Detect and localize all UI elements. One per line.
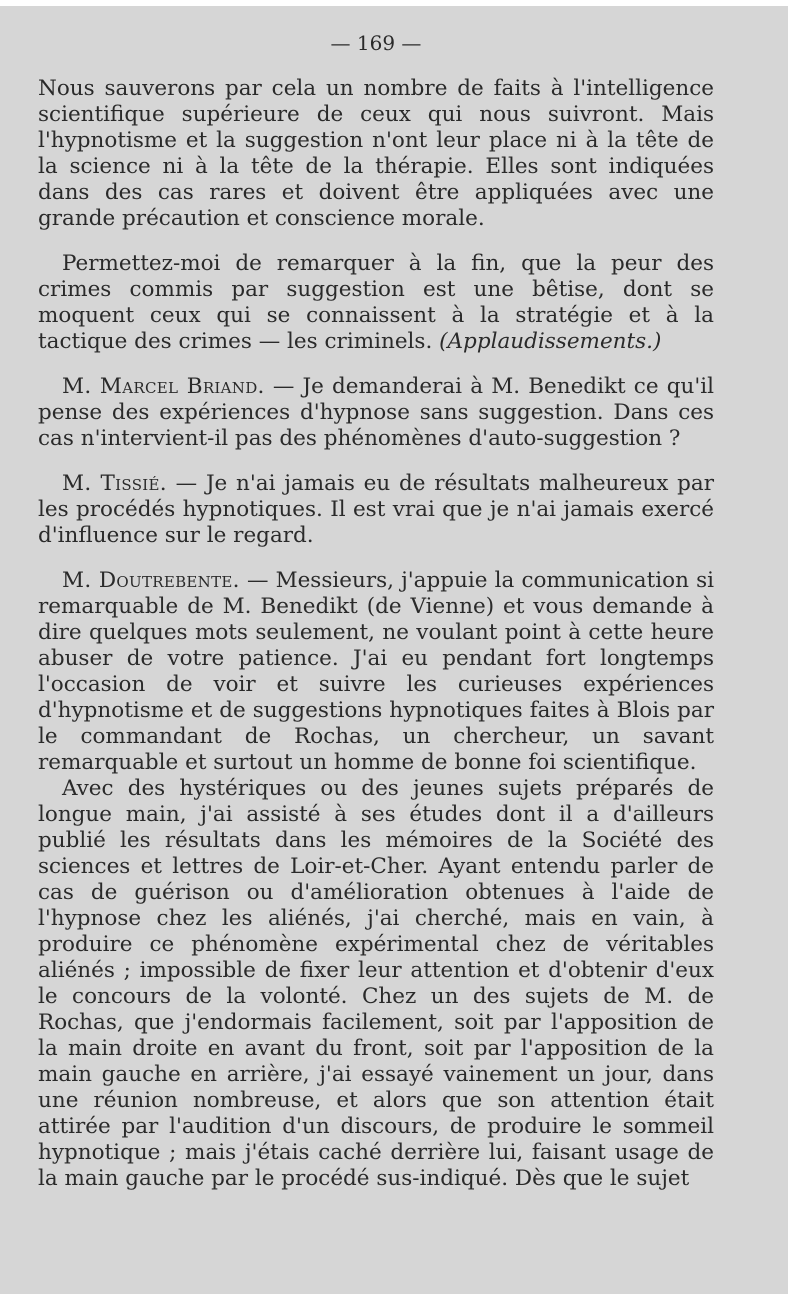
- paragraph-1-text: Nous sauverons par cela un nombre de faits à l'intelligence scientifique supérieure de ceux qui nous suivront. Mais l'hypnotisme et la suggestion n'ont leur place ni à la tête de la science ni à la tête de la thérapie. Elles sont indiquées dans des cas rares et doivent être appliquées avec une grande précaution et conscience morale.: [38, 76, 714, 231]
- speaker-name: M. Tissié.: [62, 471, 167, 496]
- paragraph-2-text: Permettez-moi de remarquer à la fin, que la peur des crimes commis par suggestion est une bêtise, dont se moquent ceux qui se connaissent à la stratégie et à la tactique des crimes — les criminels.: [38, 251, 714, 354]
- paragraph-gap: [38, 232, 714, 251]
- paragraph-1: [38, 76, 714, 232]
- paragraph-4: [38, 471, 714, 549]
- paragraph-3-text: — Je demanderai à M. Benedikt ce qu'il pense des expériences d'hypnose sans suggestion. Dans ces cas n'intervient-il pas des phénomènes d'auto-suggestion ?: [38, 374, 714, 451]
- paragraph-3: [38, 374, 714, 452]
- scan-right-margin: [788, 0, 800, 1294]
- applause-note: (Applaudissements.): [439, 329, 662, 354]
- paragraph-gap: [38, 452, 714, 471]
- page-text-block: [38, 30, 714, 1192]
- speaker-name: M. Marcel Briand.: [62, 374, 265, 399]
- paragraph-5-text: — Messieurs, j'appuie la communication si remarquable de M. Benedikt (de Vienne) et vous demande à dire quelques mots seulement, ne voulant point à cette heure abuser de votre patience. J'ai eu pendant fort longtemps l'occasion de voir et suivre les curieuses expériences d'hypnotisme et de suggestions hypnotiques faites à Blois par le commandant de Rochas, un chercheur, un savant remarquable et surtout un homme de bonne foi scientifique.: [38, 568, 714, 775]
- paragraph-4-text: — Je n'ai jamais eu de résultats malheureux par les procédés hypnotiques. Il est vrai que je n'ai jamais exercé d'influence sur le regard.: [38, 471, 714, 548]
- paragraph-6-text: Avec des hystériques ou des jeunes sujets préparés de longue main, j'ai assisté à ses études dont il a d'ailleurs publié les résultats dans les mémoires de la Société des sciences et lettres de Loir-et-Cher. Ayant entendu parler de cas de guérison ou d'amélioration obtenues à l'aide de l'hypnose chez les aliénés, j'ai cherché, mais en vain, à produire ce phénomène expérimental chez de véritables aliénés ; impossible de fixer leur attention et d'obtenir d'eux le concours de la volonté. Chez un des sujets de M. de Rochas, que j'endormais facilement, soit par l'apposition de la main droite en avant du front, soit par l'apposition de la main gauche en arrière, j'ai essayé vainement un jour, dans une réunion nombreuse, et alors que son attention était attirée par l'audition d'un discours, de produire le sommeil hypnotique ; mais j'étais caché derrière lui, faisant usage de la main gauche par le procédé sus-indiqué. Dès que le sujet: [38, 776, 714, 1191]
- paragraph-gap: [38, 549, 714, 568]
- paragraph-6: [38, 776, 714, 1192]
- scan-top-margin: [0, 0, 800, 6]
- page-number: — 169 —: [330, 31, 422, 55]
- paragraph-2: [38, 251, 714, 355]
- paragraph-5: [38, 568, 714, 776]
- paragraph-gap: [38, 355, 714, 374]
- speaker-name: M. Doutrebente.: [62, 568, 240, 593]
